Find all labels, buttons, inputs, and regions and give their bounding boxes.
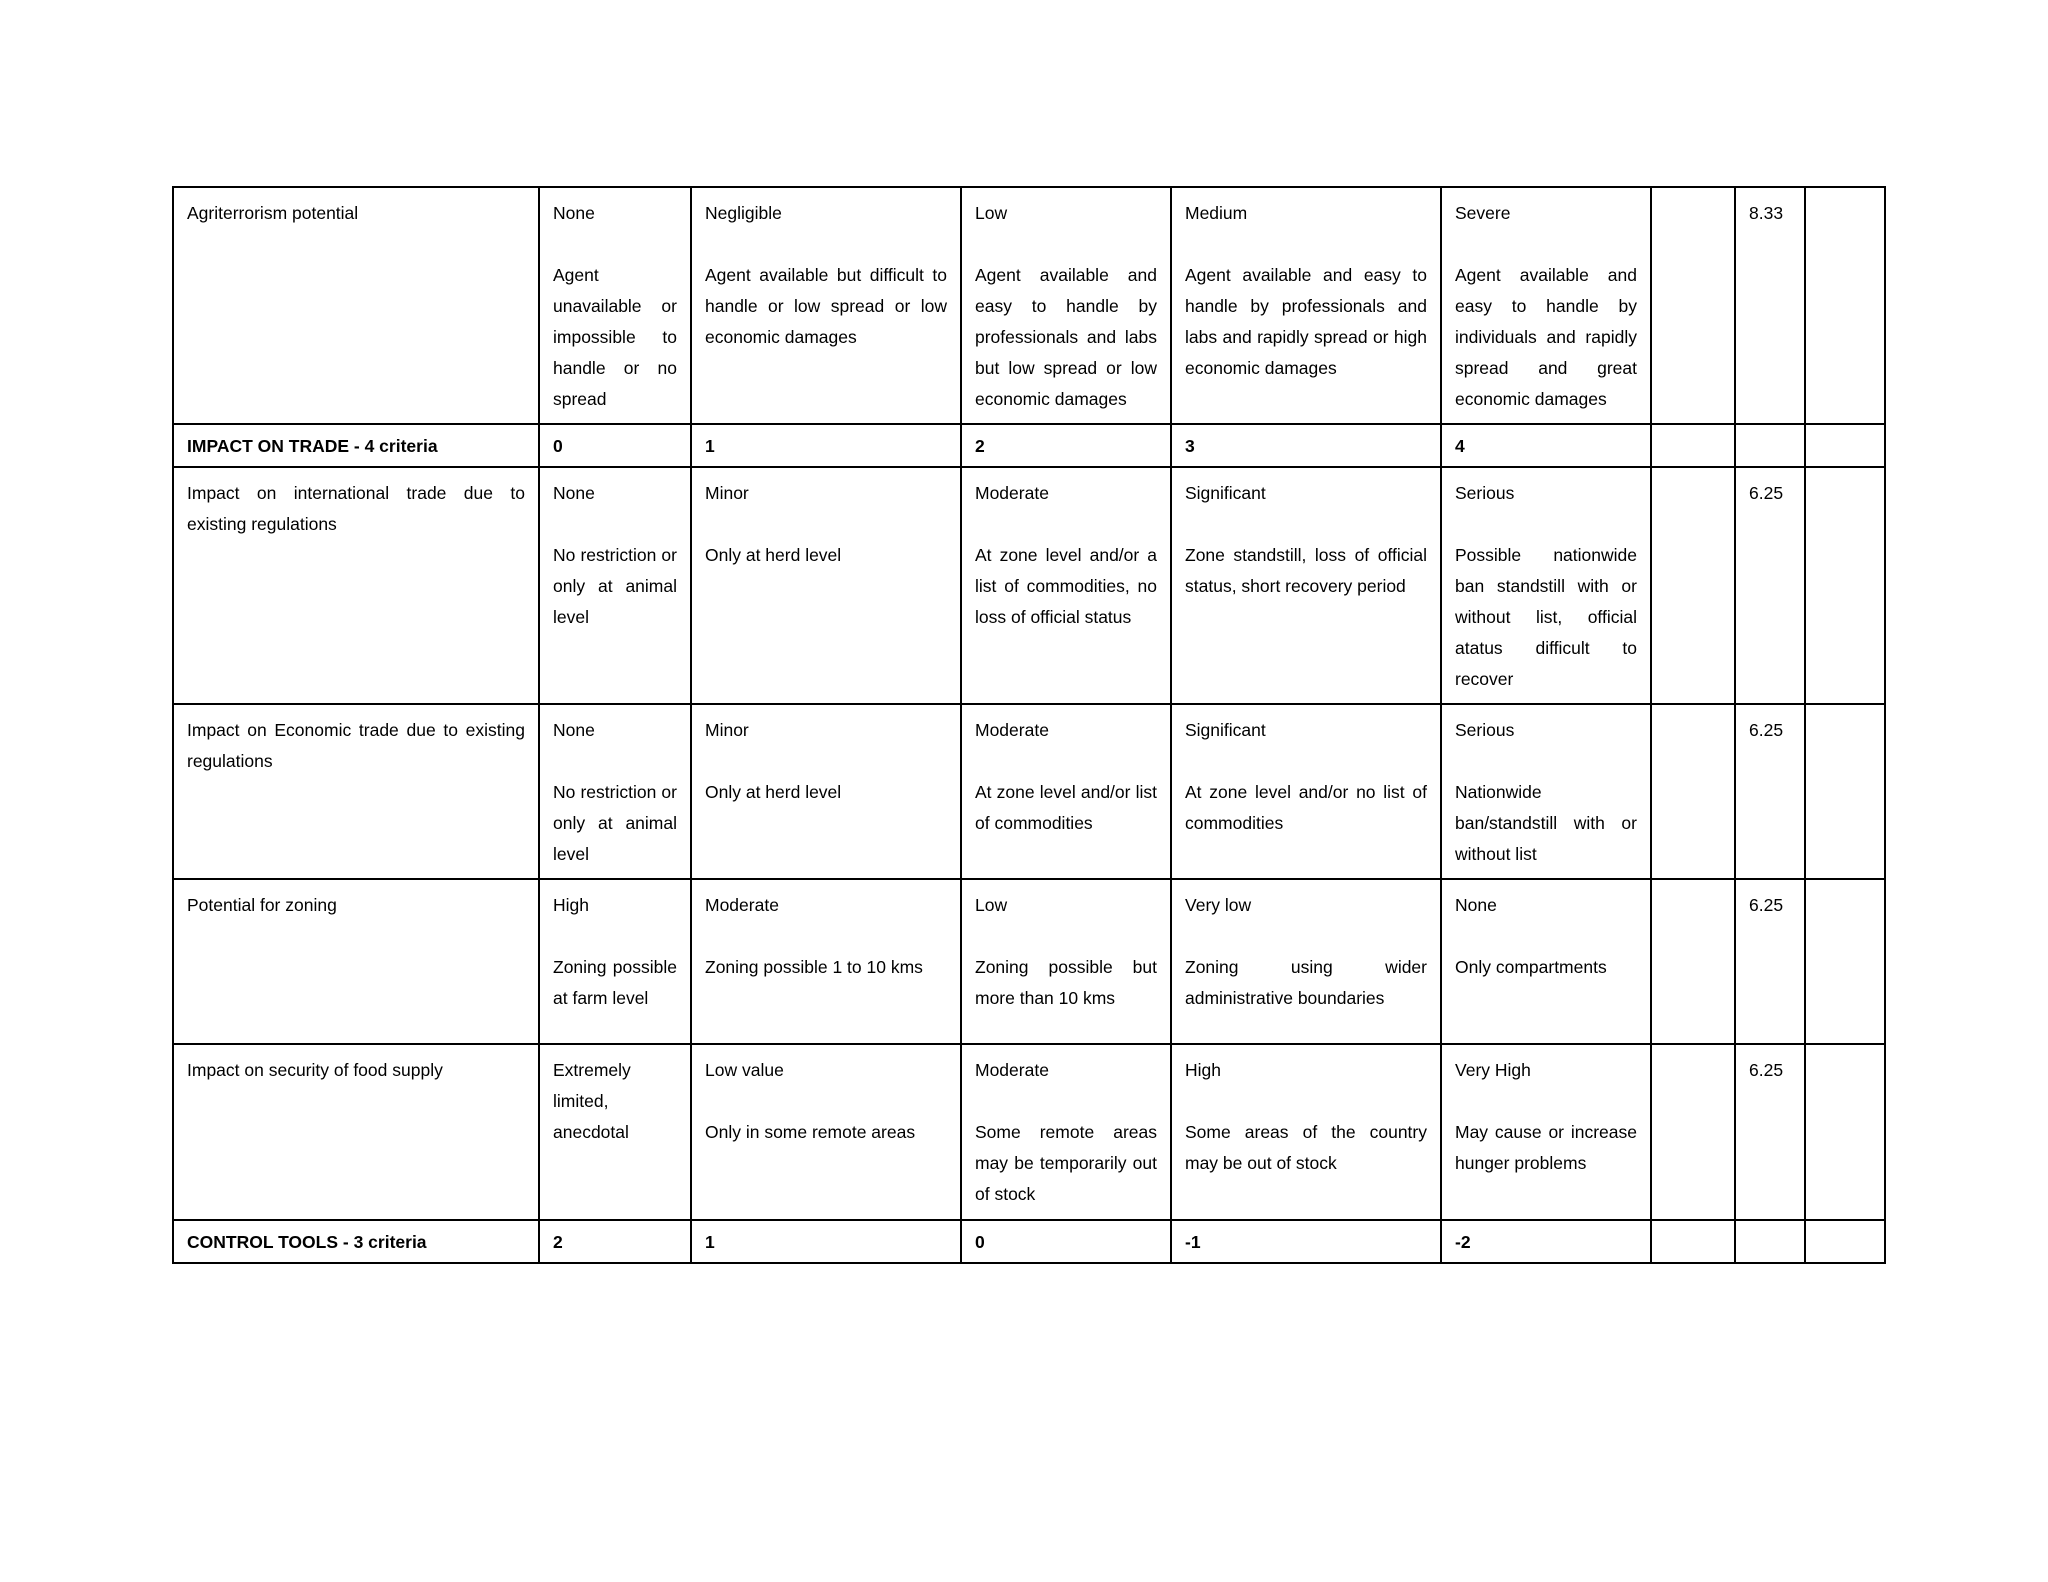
level-description: Zone standstill, loss of official status, short recovery period xyxy=(1185,545,1427,596)
level-cell xyxy=(1171,879,1441,1044)
score-cell: 1 xyxy=(691,1220,961,1263)
level-cell xyxy=(1441,879,1651,1044)
weight-cell xyxy=(1735,879,1805,1044)
criteria-table xyxy=(172,186,1886,1264)
level-label: Extremely limited, anecdotal xyxy=(553,1060,631,1142)
level-description: Zoning possible 1 to 10 kms xyxy=(705,957,923,977)
level-label: None xyxy=(553,203,595,223)
level-cell xyxy=(1441,467,1651,704)
weight-cell xyxy=(1735,1044,1805,1220)
section-title: IMPACT ON TRADE - 4 criteria xyxy=(173,424,539,467)
level-description: Agent available and easy to handle by professionals and labs but low spread or low economic damages xyxy=(975,265,1157,409)
criterion-name: Impact on international trade due to existing regulations xyxy=(187,483,525,534)
level-label: Very low xyxy=(1185,895,1252,915)
empty-cell xyxy=(1805,424,1885,467)
level-label: Low xyxy=(975,895,1008,915)
level-cell xyxy=(691,187,961,424)
empty-cell xyxy=(1735,424,1805,467)
level-description: At zone level and/or a list of commodities, no loss of official status xyxy=(975,545,1157,627)
score-cell: 2 xyxy=(961,424,1171,467)
level-cell xyxy=(539,187,691,424)
level-label: Low xyxy=(975,203,1008,223)
level-cell xyxy=(691,879,961,1044)
level-cell xyxy=(961,187,1171,424)
empty-cell xyxy=(1651,1044,1735,1220)
section-row xyxy=(173,424,1885,467)
table-row xyxy=(173,467,1885,704)
score-cell: 2 xyxy=(539,1220,691,1263)
criterion-name: Impact on security of food supply xyxy=(187,1060,443,1080)
level-cell xyxy=(1441,704,1651,879)
score-cell: 0 xyxy=(961,1220,1171,1263)
level-label: High xyxy=(1185,1060,1221,1080)
level-description: No restriction or only at animal level xyxy=(553,782,677,864)
criterion-name: Potential for zoning xyxy=(187,895,337,915)
level-label: Moderate xyxy=(975,720,1049,740)
level-cell xyxy=(1171,187,1441,424)
level-description: Only compartments xyxy=(1455,957,1607,977)
table-row xyxy=(173,879,1885,1044)
level-description: Agent available and easy to handle by professionals and labs and rapidly spread or high economic damages xyxy=(1185,265,1427,378)
level-label: Serious xyxy=(1455,720,1515,740)
level-cell xyxy=(691,1044,961,1220)
level-description: May cause or increase hunger problems xyxy=(1455,1122,1637,1173)
level-description: Possible nationwide ban standstill with or without list, official atatus difficult to recover xyxy=(1455,545,1637,689)
criterion-name: Impact on Economic trade due to existing regulations xyxy=(187,720,525,771)
level-label: Medium xyxy=(1185,203,1248,223)
level-label: Serious xyxy=(1455,483,1515,503)
level-cell xyxy=(539,704,691,879)
empty-cell xyxy=(1805,1220,1885,1263)
level-label: Moderate xyxy=(975,483,1049,503)
empty-cell xyxy=(1805,467,1885,704)
level-cell xyxy=(539,1044,691,1220)
table-row xyxy=(173,704,1885,879)
table-row xyxy=(173,187,1885,424)
level-label: Minor xyxy=(705,483,749,503)
weight-value: 6.25 xyxy=(1749,720,1784,740)
level-cell xyxy=(961,704,1171,879)
empty-cell xyxy=(1651,467,1735,704)
level-cell xyxy=(1441,187,1651,424)
level-label: Negligible xyxy=(705,203,782,223)
weight-value: 6.25 xyxy=(1749,895,1784,915)
level-description: Zoning possible but more than 10 kms xyxy=(975,957,1157,1008)
level-label: Significant xyxy=(1185,483,1266,503)
level-label: None xyxy=(553,720,595,740)
level-label: None xyxy=(1455,895,1497,915)
level-description: Agent available but difficult to handle or low spread or low economic damages xyxy=(705,265,947,347)
level-label: Low value xyxy=(705,1060,784,1080)
level-description: Zoning using wider administrative boundaries xyxy=(1185,957,1427,1008)
criterion-name: Agriterrorism potential xyxy=(187,203,359,223)
level-cell xyxy=(539,879,691,1044)
weight-cell xyxy=(1735,187,1805,424)
weight-value: 8.33 xyxy=(1749,203,1784,223)
section-row xyxy=(173,1220,1885,1263)
level-cell xyxy=(1171,467,1441,704)
empty-cell xyxy=(1735,1220,1805,1263)
level-description: Agent available and easy to handle by individuals and rapidly spread and great economic damages xyxy=(1455,265,1637,409)
level-description: Only at herd level xyxy=(705,782,842,802)
level-cell xyxy=(691,704,961,879)
level-label: Very High xyxy=(1455,1060,1531,1080)
level-description: Some areas of the country may be out of stock xyxy=(1185,1122,1427,1173)
empty-cell xyxy=(1651,1220,1735,1263)
level-label: Moderate xyxy=(975,1060,1049,1080)
level-description: Only in some remote areas xyxy=(705,1122,916,1142)
level-description: Only at herd level xyxy=(705,545,842,565)
level-cell xyxy=(961,879,1171,1044)
table-row xyxy=(173,1044,1885,1220)
criterion-cell xyxy=(173,467,539,704)
level-cell xyxy=(1171,1044,1441,1220)
criterion-cell xyxy=(173,1044,539,1220)
empty-cell xyxy=(1805,879,1885,1044)
level-description: Nationwide ban/standstill with or without list xyxy=(1455,782,1637,864)
level-description: No restriction or only at animal level xyxy=(553,545,677,627)
level-label: High xyxy=(553,895,589,915)
score-cell: 1 xyxy=(691,424,961,467)
criterion-cell xyxy=(173,187,539,424)
level-cell xyxy=(961,467,1171,704)
level-label: Severe xyxy=(1455,203,1511,223)
criterion-cell xyxy=(173,879,539,1044)
weight-value: 6.25 xyxy=(1749,483,1784,503)
empty-cell xyxy=(1651,879,1735,1044)
level-description: Agent unavailable or impossible to handle or no spread xyxy=(553,265,677,409)
score-cell: 4 xyxy=(1441,424,1651,467)
level-description: Zoning possible at farm level xyxy=(553,957,677,1008)
score-cell: -2 xyxy=(1441,1220,1651,1263)
level-cell xyxy=(539,467,691,704)
score-cell: 3 xyxy=(1171,424,1441,467)
weight-cell xyxy=(1735,467,1805,704)
level-label: Moderate xyxy=(705,895,779,915)
empty-cell xyxy=(1651,704,1735,879)
empty-cell xyxy=(1805,1044,1885,1220)
score-cell: 0 xyxy=(539,424,691,467)
level-cell xyxy=(1171,704,1441,879)
weight-cell xyxy=(1735,704,1805,879)
section-title: CONTROL TOOLS - 3 criteria xyxy=(173,1220,539,1263)
level-description: At zone level and/or no list of commodities xyxy=(1185,782,1427,833)
level-label: None xyxy=(553,483,595,503)
level-label: Significant xyxy=(1185,720,1266,740)
level-cell xyxy=(1441,1044,1651,1220)
score-cell: -1 xyxy=(1171,1220,1441,1263)
level-cell xyxy=(961,1044,1171,1220)
level-description: Some remote areas may be temporarily out of stock xyxy=(975,1122,1157,1204)
empty-cell xyxy=(1651,187,1735,424)
criterion-cell xyxy=(173,704,539,879)
empty-cell xyxy=(1651,424,1735,467)
level-cell xyxy=(691,467,961,704)
level-description: At zone level and/or list of commodities xyxy=(975,782,1157,833)
empty-cell xyxy=(1805,187,1885,424)
level-label: Minor xyxy=(705,720,749,740)
empty-cell xyxy=(1805,704,1885,879)
weight-value: 6.25 xyxy=(1749,1060,1784,1080)
